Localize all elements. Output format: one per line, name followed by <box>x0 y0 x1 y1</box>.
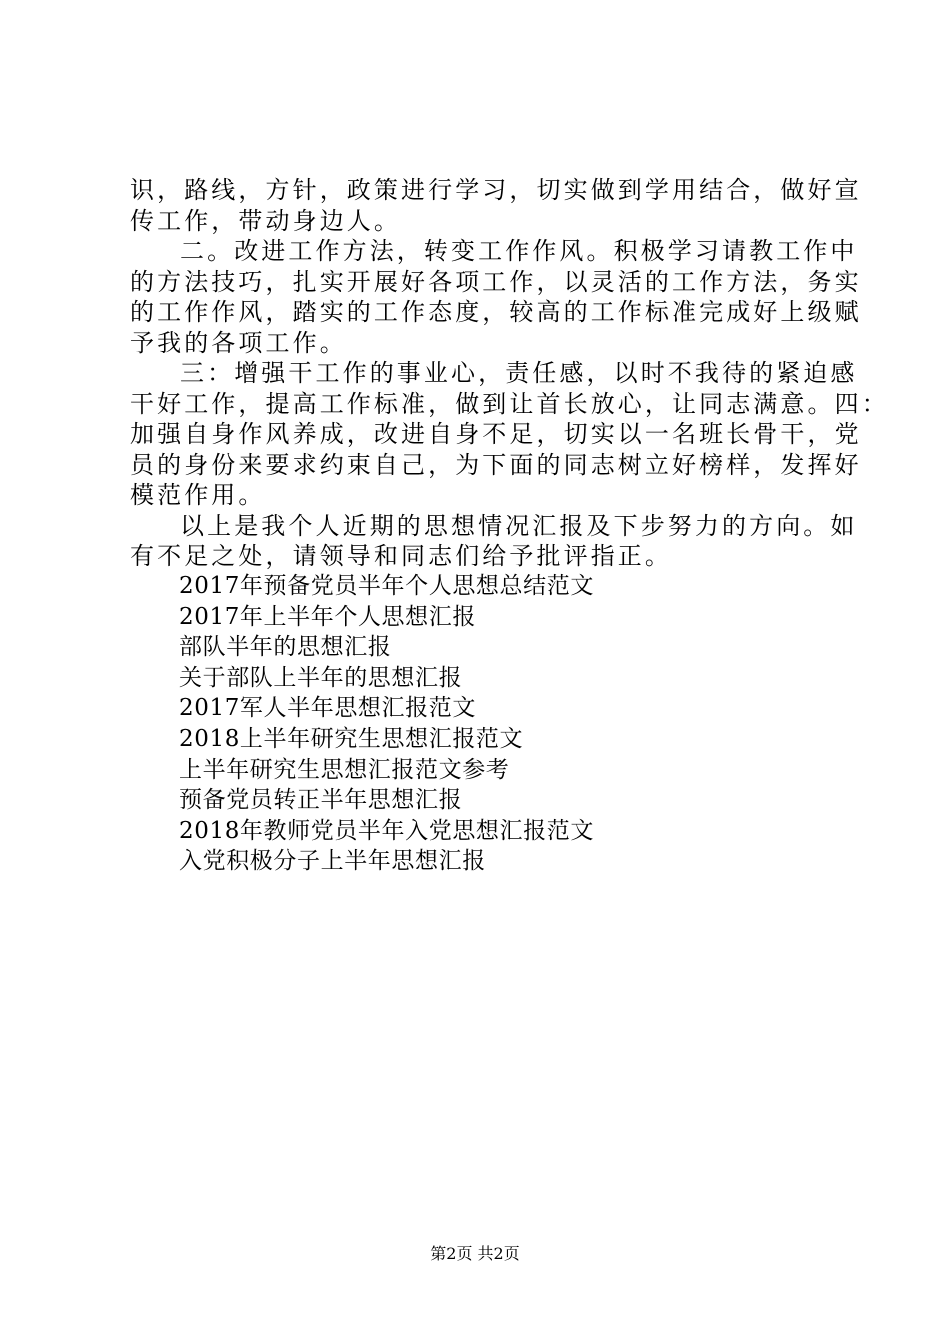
body-line: 模范作用。 <box>130 481 266 509</box>
related-article-link[interactable]: 部队半年的思想汇报 <box>179 634 392 661</box>
body-line: 有不足之处，请领导和同志们给予批评指正。 <box>130 542 672 570</box>
body-line: 的方法技巧，扎实开展好各项工作，以灵活的工作方法，务实 <box>130 267 862 296</box>
paragraph-start-line: 三：增强干工作的事业心，责任感，以时不我待的紧迫感 <box>180 359 858 387</box>
related-article-link[interactable]: 2017年预备党员半年个人思想总结范文 <box>179 573 594 599</box>
body-line: 传工作，带动身边人。 <box>130 206 401 235</box>
body-line: 干好工作，提高工作标准，做到让首长放心，让同志满意。四： <box>130 389 889 418</box>
body-line: 的工作作风，踏实的工作态度，较高的工作标准完成好上级赋 <box>130 298 862 326</box>
related-article-link[interactable]: 上半年研究生思想汇报范文参考 <box>179 756 510 783</box>
related-articles-list <box>179 571 779 877</box>
body-line: 员的身份来要求约束自己，为下面的同志树立好榜样，发挥好 <box>130 450 862 479</box>
body-line: 识，路线，方针，政策进行学习，切实做到学用结合，做好宣 <box>130 176 862 204</box>
related-article-link[interactable]: 关于部队上半年的思想汇报 <box>179 664 463 691</box>
related-article-link[interactable]: 2018年教师党员半年入党思想汇报范文 <box>179 817 594 844</box>
body-line: 加强自身作风养成，改进自身不足，切实以一名班长骨干，党 <box>130 420 862 448</box>
body-line: 予我的各项工作。 <box>130 328 347 357</box>
related-article-link[interactable]: 2017年上半年个人思想汇报 <box>179 603 476 630</box>
related-article-link[interactable]: 2018上半年研究生思想汇报范文 <box>179 725 524 752</box>
paragraph-start-line: 以上是我个人近期的思想情况汇报及下步努力的方向。如 <box>180 511 858 540</box>
page-number-footer: 第2页 共2页 <box>430 1244 520 1263</box>
document-body <box>130 175 889 572</box>
related-article-link[interactable]: 预备党员转正半年思想汇报 <box>179 787 463 814</box>
paragraph-start-line: 二。改进工作方法，转变工作作风。积极学习请教工作中 <box>180 237 858 265</box>
related-article-link[interactable]: 入党积极分子上半年思想汇报 <box>179 848 486 875</box>
related-article-link[interactable]: 2017军人半年思想汇报范文 <box>179 695 476 722</box>
